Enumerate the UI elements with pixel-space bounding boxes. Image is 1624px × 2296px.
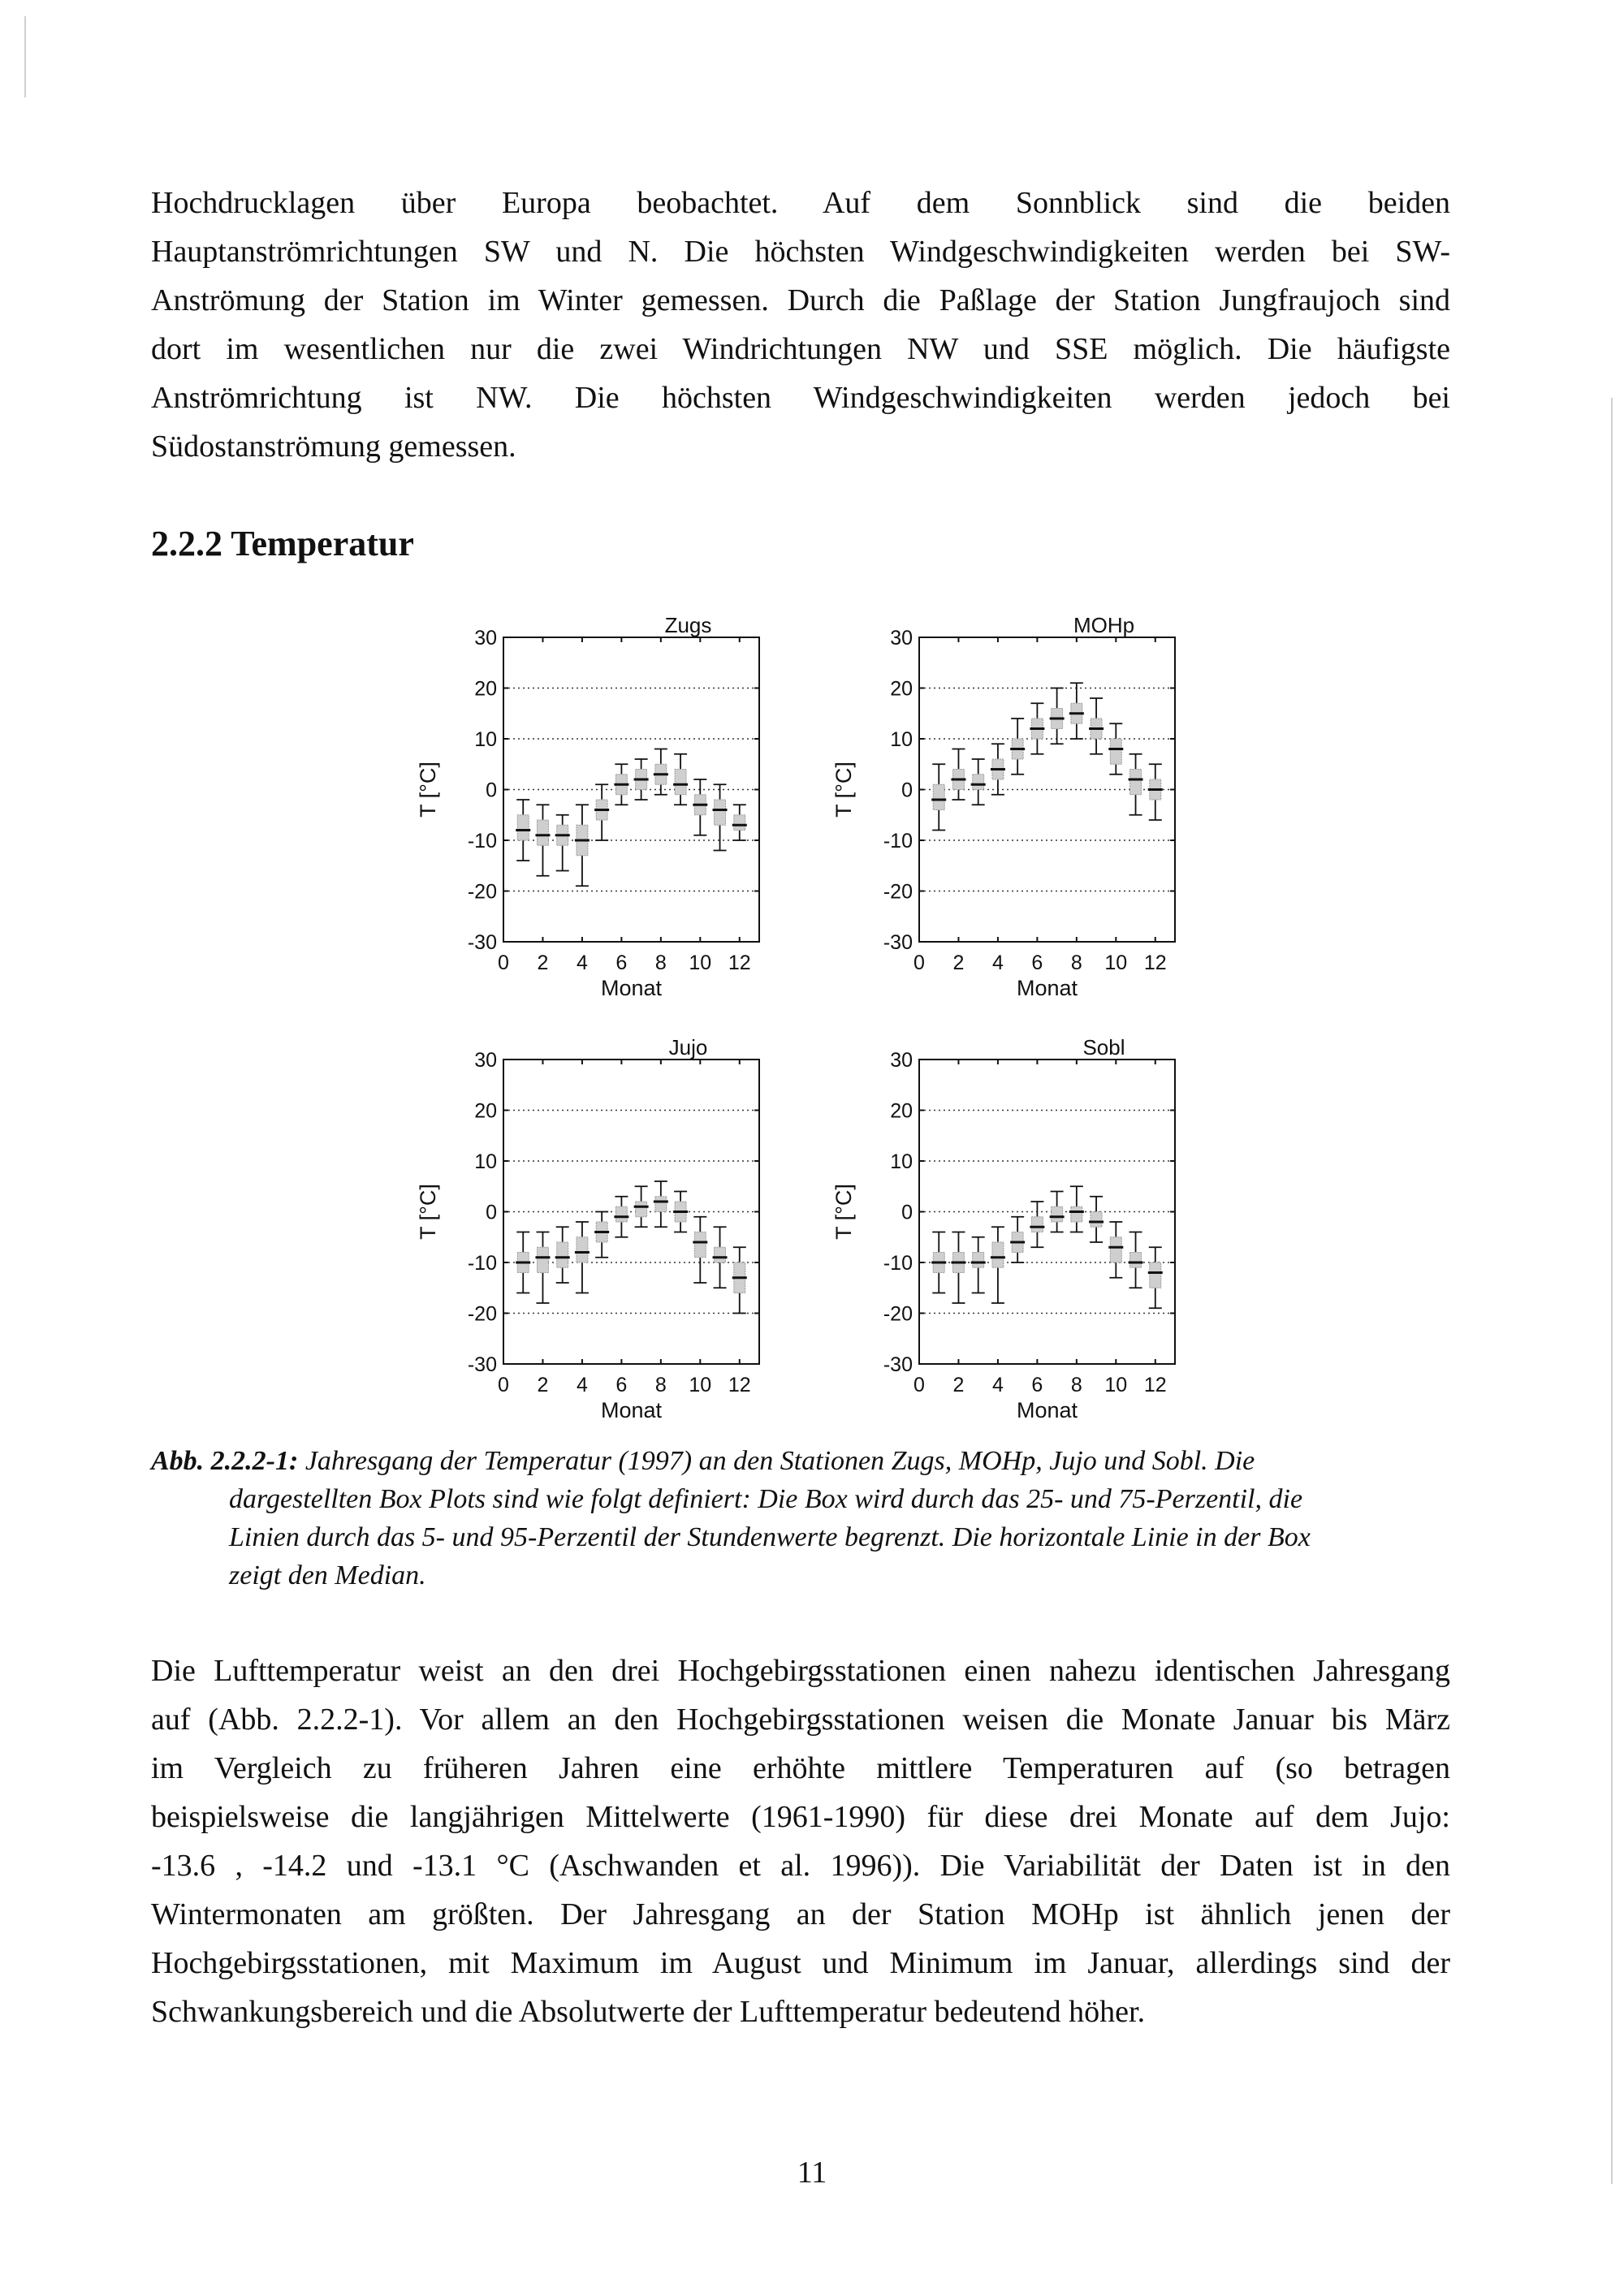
chart-title: Zugs <box>664 613 712 637</box>
y-tick-label: -20 <box>467 880 497 904</box>
y-tick-label: -10 <box>467 1252 497 1275</box>
y-tick-label: 0 <box>901 779 913 802</box>
y-axis-label: T [°C] <box>831 762 856 818</box>
box-month-11 <box>1129 754 1143 815</box>
y-tick-label: 20 <box>474 1099 497 1123</box>
x-tick-label: 8 <box>654 1374 667 1396</box>
scan-edge-right <box>1611 398 1613 2184</box>
box-iqr <box>537 1247 548 1272</box>
box-month-3 <box>555 1227 570 1283</box>
x-tick-label: 10 <box>1104 1374 1128 1396</box>
box-month-3 <box>971 759 986 805</box>
box-month-9 <box>673 754 688 805</box>
y-axis-label: T [°C] <box>831 1184 856 1240</box>
box-month-11 <box>1129 1232 1143 1288</box>
y-tick-label: 30 <box>474 1049 497 1072</box>
box-month-1 <box>931 1232 946 1293</box>
box-month-2 <box>535 1232 550 1304</box>
x-tick-label: 2 <box>952 952 965 974</box>
x-tick-label: 4 <box>991 952 1004 974</box>
y-tick-label: -30 <box>467 931 497 954</box>
x-tick-label: 12 <box>1143 1374 1167 1396</box>
y-tick-label: 10 <box>890 1150 913 1173</box>
y-tick-label: 0 <box>486 779 497 802</box>
box-month-2 <box>951 749 965 801</box>
box-month-5 <box>594 784 609 840</box>
y-tick-label: -20 <box>883 1302 913 1326</box>
x-axis-label: Monat <box>1016 1398 1078 1422</box>
paragraph-bottom <box>151 1646 1450 2036</box>
y-tick-label: 20 <box>474 677 497 701</box>
y-tick-label: -10 <box>883 830 913 852</box>
x-tick-label: 0 <box>498 952 509 974</box>
x-tick-label: 12 <box>728 1374 751 1396</box>
x-tick-label: 6 <box>615 952 628 974</box>
box-month-10 <box>693 1217 707 1283</box>
box-month-7 <box>634 1186 649 1227</box>
box-month-5 <box>1010 1217 1025 1262</box>
caption-text: Jahresgang der Temperatur (1997) an den Stationen Zugs, MOHp, Jujo und Sobl. Die <box>304 1446 1255 1476</box>
box-iqr <box>734 815 745 831</box>
box-month-10 <box>1108 1222 1123 1278</box>
y-tick-label: -20 <box>883 880 913 904</box>
caption-line: dargestellten Box Plots sind wie folgt definiert: Die Box wird durch das 25- und 75-Perzentil, die <box>229 1484 1303 1514</box>
box-iqr <box>715 800 726 825</box>
x-tick-label: 10 <box>689 952 712 974</box>
box-month-8 <box>1069 683 1084 739</box>
box-month-12 <box>732 1247 747 1313</box>
x-axis-label: Monat <box>600 1398 663 1422</box>
y-tick-label: 0 <box>901 1201 913 1224</box>
box-month-4 <box>991 744 1005 795</box>
x-tick-label: 4 <box>576 952 588 974</box>
box-month-9 <box>673 1192 688 1232</box>
box-month-2 <box>951 1232 965 1304</box>
text-line: -13.6 , -14.2 und -13.1 °C (Aschwanden et al. 1996)). Die Variabilität der Daten ist in den <box>151 1849 1450 1883</box>
box-month-6 <box>1030 1202 1044 1247</box>
box-iqr <box>537 820 548 845</box>
x-tick-label: 8 <box>1070 952 1082 974</box>
y-axis-label: T [°C] <box>416 762 440 818</box>
box-iqr <box>1052 1206 1063 1222</box>
y-tick-label: -20 <box>467 1302 497 1326</box>
y-tick-label: -30 <box>467 1353 497 1376</box>
box-month-1 <box>931 764 946 830</box>
y-tick-label: -30 <box>883 931 913 954</box>
box-month-10 <box>693 779 707 835</box>
box-iqr <box>517 815 529 840</box>
box-month-4 <box>575 805 590 886</box>
x-tick-label: 6 <box>1031 952 1043 974</box>
box-month-6 <box>614 764 628 805</box>
box-month-7 <box>1050 1192 1065 1232</box>
x-tick-label: 2 <box>537 952 549 974</box>
text-line: Wintermonaten am größten. Der Jahresgang an der Station MOHp ist ähnlich jenen der <box>151 1897 1450 1931</box>
paragraph-top <box>151 179 1450 471</box>
x-tick-label: 2 <box>952 1374 965 1396</box>
box-iqr <box>694 1232 706 1258</box>
box-month-2 <box>535 805 550 876</box>
text-line: auf (Abb. 2.2.2-1). Vor allem an den Hochgebirgsstationen weisen die Monate Januar bis März <box>151 1703 1450 1737</box>
box-iqr <box>715 1247 726 1262</box>
x-tick-label: 12 <box>728 952 751 974</box>
boxplot-chart-zugs <box>382 601 853 1039</box>
y-tick-label: 10 <box>890 728 913 751</box>
text-line: Südostanströmung gemessen. <box>151 429 516 464</box>
box-month-5 <box>594 1212 609 1258</box>
y-tick-label: 10 <box>474 728 497 751</box>
box-month-1 <box>516 1232 530 1293</box>
x-axis-label: Monat <box>600 976 663 1000</box>
box-iqr <box>1110 1237 1121 1262</box>
caption-label: Abb. 2.2.2-1: <box>151 1446 299 1476</box>
box-month-8 <box>654 1181 668 1227</box>
box-month-1 <box>516 800 530 861</box>
box-month-9 <box>1089 698 1104 754</box>
text-line: beispielsweise die langjährigen Mittelwerte (1961-1990) für diese drei Monate auf dem Jujo: <box>151 1800 1450 1834</box>
box-iqr <box>1150 1262 1161 1288</box>
y-tick-label: 30 <box>474 627 497 650</box>
box-iqr <box>655 1197 667 1212</box>
box-month-11 <box>713 1227 728 1288</box>
box-month-3 <box>555 815 570 871</box>
box-iqr <box>1031 1217 1043 1232</box>
caption-line: zeigt den Median. <box>229 1560 426 1590</box>
boxplot-chart-mohp <box>797 601 1268 1039</box>
box-month-4 <box>991 1227 1005 1303</box>
text-line: Hauptanströmrichtungen SW und N. Die höchsten Windgeschwindigkeiten werden bei SW- <box>151 235 1450 269</box>
scan-edge-left <box>24 16 26 97</box>
y-tick-label: -10 <box>883 1252 913 1275</box>
chart-title: MOHp <box>1073 613 1135 637</box>
box-month-3 <box>971 1237 986 1293</box>
x-tick-label: 0 <box>498 1374 509 1396</box>
x-tick-label: 10 <box>1104 952 1128 974</box>
box-month-7 <box>634 759 649 800</box>
box-iqr <box>992 1242 1004 1267</box>
box-month-9 <box>1089 1197 1104 1242</box>
text-line: dort im wesentlichen nur die zwei Windrichtungen NW und SSE möglich. Die häufigste <box>151 332 1450 366</box>
x-tick-label: 6 <box>1031 1374 1043 1396</box>
box-iqr <box>615 1206 627 1222</box>
box-month-12 <box>732 805 747 840</box>
y-tick-label: 20 <box>890 677 913 701</box>
box-iqr <box>557 1242 568 1267</box>
caption-line: Linien durch das 5- und 95-Perzentil der Stundenwerte begrenzt. Die horizontale Linie in der Box <box>229 1522 1311 1552</box>
box-iqr <box>973 1253 984 1268</box>
y-tick-label: -10 <box>467 830 497 852</box>
box-iqr <box>636 1202 647 1217</box>
box-month-10 <box>1108 723 1123 775</box>
box-iqr <box>577 1237 588 1262</box>
box-iqr <box>1130 1253 1142 1268</box>
text-line: Anströmrichtung ist NW. Die höchsten Windgeschwindigkeiten werden jedoch bei <box>151 381 1450 415</box>
box-month-7 <box>1050 688 1065 744</box>
x-tick-label: 2 <box>537 1374 549 1396</box>
box-month-12 <box>1148 764 1163 820</box>
boxplot-chart-sobl <box>797 1023 1268 1461</box>
box-iqr <box>1071 1206 1082 1222</box>
y-tick-label: 30 <box>890 627 913 650</box>
text-line: Die Lufttemperatur weist an den drei Hochgebirgsstationen einen nahezu identischen Jahresgang <box>151 1654 1450 1688</box>
text-line: Schwankungsbereich und die Absolutwerte der Lufttemperatur bedeutend höher. <box>151 1995 1146 2029</box>
x-tick-label: 10 <box>689 1374 712 1396</box>
section-heading: 2.2.2 Temperatur <box>151 524 414 563</box>
box-month-5 <box>1010 719 1025 775</box>
caption-line <box>151 1442 1450 1480</box>
box-month-6 <box>614 1197 628 1237</box>
x-tick-label: 0 <box>914 952 925 974</box>
x-tick-label: 4 <box>991 1374 1004 1396</box>
y-axis-label: T [°C] <box>416 1184 440 1240</box>
text-line: Hochgebirgsstationen, mit Maximum im August und Minimum im Januar, allerdings sind der <box>151 1946 1450 1980</box>
box-month-6 <box>1030 703 1044 754</box>
y-tick-label: 0 <box>486 1201 497 1224</box>
boxplot-chart-jujo <box>382 1023 853 1461</box>
box-iqr <box>973 775 984 790</box>
box-month-11 <box>713 784 728 850</box>
x-tick-label: 8 <box>1070 1374 1082 1396</box>
text-line: Anströmung der Station im Winter gemessen. Durch die Paßlage der Station Jungfraujoch sind <box>151 283 1450 317</box>
box-iqr <box>1110 739 1121 764</box>
box-iqr <box>1130 770 1142 795</box>
x-tick-label: 12 <box>1143 952 1167 974</box>
y-tick-label: 10 <box>474 1150 497 1173</box>
text-line: Hochdrucklagen über Europa beobachtet. Auf dem Sonnblick sind die beiden <box>151 186 1450 220</box>
x-tick-label: 8 <box>654 952 667 974</box>
y-tick-label: 20 <box>890 1099 913 1123</box>
box-month-4 <box>575 1222 590 1293</box>
x-tick-label: 6 <box>615 1374 628 1396</box>
chart-title: Jujo <box>668 1035 708 1060</box>
text-line: im Vergleich zu früheren Jahren eine erhöhte mittlere Temperaturen auf (so betragen <box>151 1751 1450 1785</box>
box-month-12 <box>1148 1247 1163 1308</box>
y-tick-label: 30 <box>890 1049 913 1072</box>
x-tick-label: 4 <box>576 1374 588 1396</box>
x-tick-label: 0 <box>914 1374 925 1396</box>
box-iqr <box>675 770 686 795</box>
chart-title: Sobl <box>1082 1035 1125 1060</box>
page-number: 11 <box>797 2156 827 2190</box>
box-month-8 <box>1069 1186 1084 1232</box>
box-iqr <box>933 784 944 809</box>
box-iqr <box>1091 1212 1102 1228</box>
x-axis-label: Monat <box>1016 976 1078 1000</box>
figure-caption <box>151 1442 1450 1595</box>
y-tick-label: -30 <box>883 1353 913 1376</box>
box-month-8 <box>654 749 668 795</box>
